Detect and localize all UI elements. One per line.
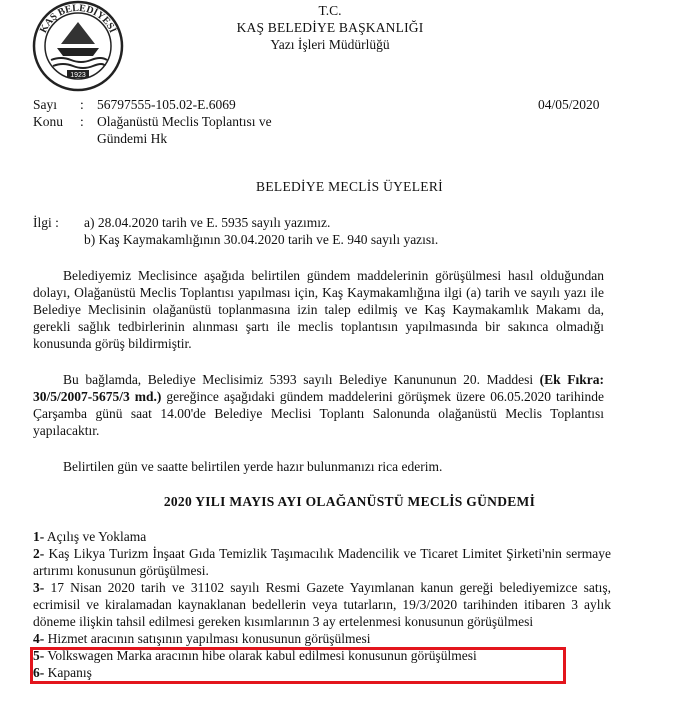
ilgi-b: b) Kaş Kaymakamlığının 30.04.2020 tarih ve E. 940 sayılı yazısı. [84,232,439,247]
agenda-item-number: 3- [33,580,45,595]
agenda-title: 2020 YILI MAYIS AYI OLAĞANÜSTÜ MECLİS GÜNDEMİ [163,494,536,509]
municipality-seal [31,0,125,92]
paragraph-2-text-a: Bu bağlamda, Belediye Meclisimiz 5393 sayılı Belediye Kanununun 20. Maddesi [63,372,540,387]
document-date: 04/05/2020 [538,97,600,112]
agenda-item-4 [33,630,611,647]
agenda-item-text: Açılış ve Yoklama [44,529,147,544]
paragraph-3 [33,458,604,475]
agenda-item-number: 2- [33,546,45,561]
paragraph-1 [33,267,604,352]
agenda-item-text: Volkswagen Marka aracının hibe olarak kabul edilmesi konusunun görüşülmesi [44,648,477,663]
agenda-item-number: 4- [33,631,45,646]
agenda-item-number: 1- [33,529,45,544]
konu-separator: : [80,114,84,129]
agenda-item-text: Hizmet aracının satışının yapılması konusunun görüşülmesi [44,631,371,646]
paragraph-1-text: Belediyemiz Meclisince aşağıda belirtilen gündem maddelerinin görüşülmesi hasıl olduğundan dolayı, Olağanüstü Meclis Toplantısı yapılması için, Kaş Kaymakamlığına ilgi (a) tarih ve sayılı yazı ile Belediye Meclisinin olağanüstü toplanmasına izin talep edilmiş ve Kaş Kaymakamlık Makamı da, gerekli sağlık tedbirlerinin alınması şartı ile meclis toplantısın yapılmasında bir sakınca olmadığı konusunda görüş bildirmiştir. [33,268,604,351]
agenda-item-text: Kapanış [44,665,92,680]
paragraph-3-text: Belirtilen gün ve saatte belirtilen yerde hazır bulunmanızı rica ederim. [63,459,443,474]
konu-line2: Gündemi Hk [97,131,168,146]
paragraph-2-text-b: gereğince aşağıdaki gündem maddelerini görüşmek üzere 06.05.2020 tarihinde Çarşamba günü saat 14.00'de Belediye Meclisi Toplantı Salonunda olağanüstü Meclis Toplantısı yapılacaktır. [33,389,604,438]
ilgi-a: a) 28.04.2020 tarih ve E. 5935 sayılı yazımız. [84,215,331,230]
agenda-item-2 [33,545,611,579]
agenda-item-3 [33,579,611,630]
konu-line1: Olağanüstü Meclis Toplantısı ve [97,114,272,129]
svg-text:1923: 1923 [70,72,86,79]
header-tc: T.C. [318,3,342,18]
highlight-box [30,647,566,684]
recipient-title: BELEDİYE MECLİS ÜYELERİ [256,179,443,194]
agenda-item-number: 6- [33,665,45,680]
paragraph-2-bold: (Ek Fıkra: 30/5/2007-5675/3 md.) [33,372,604,404]
konu-label: Konu [33,114,63,129]
ilgi-label: İlgi : [33,215,59,230]
sayi-separator: : [80,97,84,112]
header-department: Yazı İşleri Müdürlüğü [270,37,390,52]
sayi-label: Sayı [33,97,58,112]
header-institution: KAŞ BELEDİYE BAŞKANLIĞI [236,20,424,35]
svg-text:KAŞ BELEDİYESİ: KAŞ BELEDİYESİ [37,2,119,35]
paragraph-2 [33,371,604,439]
agenda-item-text: 17 Nisan 2020 tarih ve 31102 sayılı Resmi Gazete Yayımlanan kanun gereği belediyemizce satış, ecrimisil ve kiralamadan kaynaklanan bedellerin veya tutarların, 19/3/2020 tarihinden itibaren 3 aylık döneme ilişkin tahsil edilmesi gereken kısımlarının 3 ay ertelenmesi konusunun görüşülmesi [33,580,611,629]
sayi-value: 56797555-105.02-E.6069 [97,97,236,112]
agenda-item-text: Kaş Likya Turizm İnşaat Gıda Temizlik Taşımacılık Madencilik ve Ticaret Limitet Şirketi'nin sermaye artırımı konusunun görüşülmesi. [33,546,611,578]
agenda-item-1 [33,528,611,545]
agenda-item-number: 5- [33,648,45,663]
